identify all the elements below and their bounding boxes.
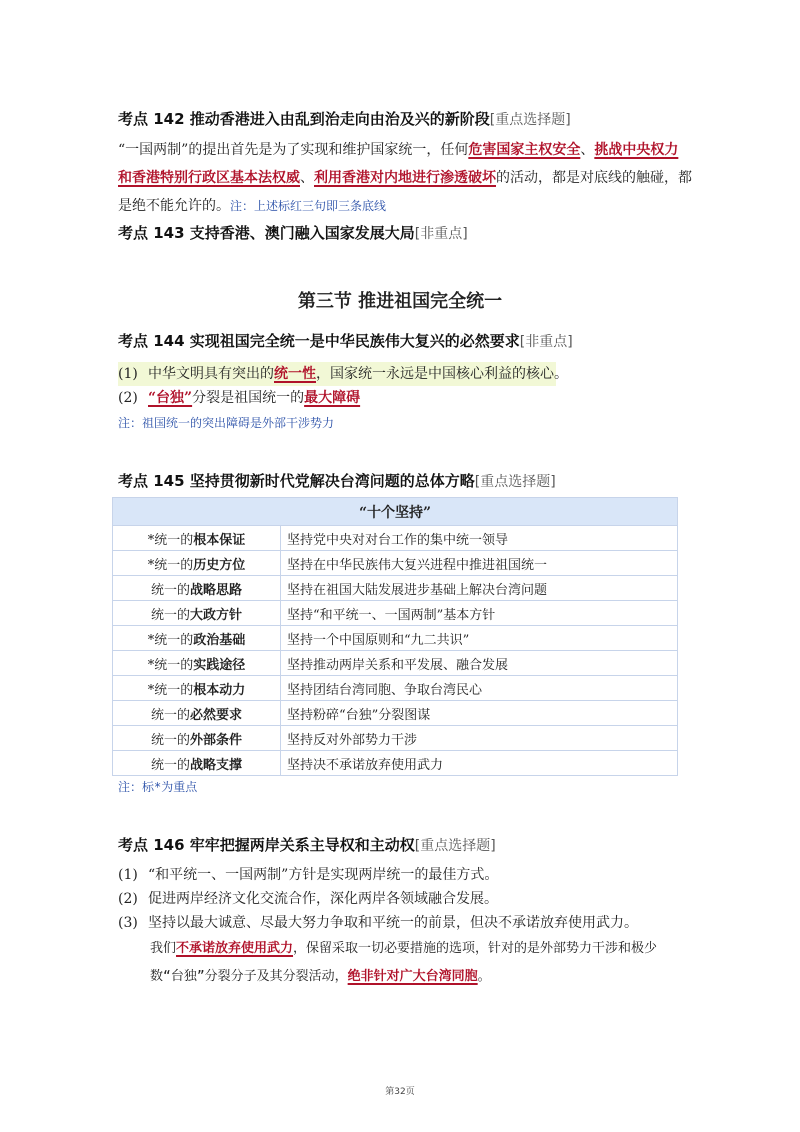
kp146-hand-b: ，保留采取一切必要措施的选项，针对的是外部势力干涉和极少 <box>293 941 658 956</box>
row-key-term: 战略思路 <box>190 582 243 598</box>
kp144-title: 考点 144 实现祖国完全统一是中华民族伟大复兴的必然要求 <box>118 332 520 350</box>
row-key <box>113 751 281 776</box>
table-row <box>113 551 678 576</box>
kp146-tag: [重点选择题] <box>414 838 496 854</box>
row-value: 坚持在祖国大陆发展进步基础上解决台湾问题 <box>281 576 678 601</box>
row-key <box>113 576 281 601</box>
row-key-prefix: 统一的 <box>150 707 190 723</box>
row-value: 坚持推动两岸关系和平发展、融合发展 <box>281 651 678 676</box>
table-row <box>113 526 678 551</box>
kp142-sep-2: 、 <box>300 170 314 186</box>
kp146-item-2 <box>118 887 638 911</box>
kp144-item-2-text: 分裂是祖国统一的 <box>192 390 305 406</box>
table-row <box>113 651 678 676</box>
kp144-item-2 <box>118 386 360 410</box>
row-key-prefix: *统一的 <box>147 557 194 573</box>
row-key <box>113 526 281 551</box>
kp142-note: 注：上述标红三句即三条底线 <box>230 199 387 213</box>
table-row <box>113 701 678 726</box>
kp145-table <box>112 497 678 776</box>
row-key <box>113 626 281 651</box>
kp146-title: 考点 146 牢牢把握两岸关系主导权和主动权 <box>118 836 415 854</box>
row-key-term: 根本动力 <box>193 682 246 698</box>
kp146-hand-c: 数“台独”分裂分子及其分裂活动， <box>150 969 348 984</box>
kp146-list <box>118 863 638 935</box>
section-title: 第三节 推进祖国完全统一 <box>297 291 503 312</box>
kp146-hand-red-1: 不承诺放弃使用武力 <box>176 941 294 956</box>
row-key-prefix: *统一的 <box>147 532 194 548</box>
kp146-item-1-text: “和平统一、一国两制”方针是实现两岸统一的最佳方式。 <box>148 867 499 883</box>
row-key <box>113 701 281 726</box>
row-key <box>113 676 281 701</box>
row-key-term: 根本保证 <box>193 532 246 548</box>
row-key-prefix: *统一的 <box>147 632 194 648</box>
row-key-term: 外部条件 <box>190 732 243 748</box>
row-key-term: 历史方位 <box>193 557 246 573</box>
row-key-term: 必然要求 <box>190 707 243 723</box>
kp144-tag: [非重点] <box>519 334 573 350</box>
table-header-row <box>113 498 678 526</box>
kp146-hand-red-2: 绝非针对广大台湾同胞 <box>347 969 478 984</box>
kp145-heading <box>118 470 556 491</box>
kp144-item-2-red-2: 最大障碍 <box>304 390 361 406</box>
row-key-term: 实践途径 <box>193 657 246 673</box>
kp142-redline-4: 利用香港对内地进行渗透破坏 <box>314 170 496 186</box>
kp146-item-2-num: (2) <box>118 891 138 907</box>
kp145-title: 考点 145 坚持贯彻新时代党解决台湾问题的总体方略 <box>118 472 475 490</box>
kp142-tag: [重点选择题] <box>489 112 571 128</box>
table-row <box>113 726 678 751</box>
row-value: 坚持反对外部势力干涉 <box>281 726 678 751</box>
kp146-item-3-text: 坚持以最大诚意、尽最大努力争取和平统一的前景，但决不承诺放弃使用武力。 <box>148 915 638 931</box>
row-value: 坚持粉碎“台独”分裂图谋 <box>281 701 678 726</box>
row-key <box>113 601 281 626</box>
kp142-redline-3: 和香港特别行政区基本法权威 <box>118 170 300 186</box>
kp145-note: 注：标*为重点 <box>118 780 198 794</box>
kp142-redline-2: 挑战中央权力 <box>594 142 679 158</box>
kp144-note: 注：祖国统一的突出障碍是外部干涉势力 <box>118 416 335 430</box>
kp144-item-1-red: 统一性 <box>274 366 316 382</box>
kp142-heading <box>118 108 571 129</box>
row-key-term: 战略支撑 <box>190 757 243 773</box>
page-number: 第32页 <box>385 1087 415 1097</box>
row-key-prefix: 统一的 <box>150 582 190 598</box>
kp142-redline-1: 危害国家主权安全 <box>468 142 581 158</box>
kp146-heading <box>118 834 496 855</box>
table-row <box>113 676 678 701</box>
row-value: 坚持“和平统一、一国两制”基本方针 <box>281 601 678 626</box>
table-row <box>113 626 678 651</box>
table-header: “十个坚持” <box>113 498 678 526</box>
row-value: 坚持一个中国原则和“九二共识” <box>281 626 678 651</box>
row-key-prefix: *统一的 <box>147 682 194 698</box>
kp144-item-1-num: (1) <box>118 366 138 382</box>
row-value: 坚持党中央对对台工作的集中统一领导 <box>281 526 678 551</box>
kp146-hand-d: 。 <box>477 969 491 984</box>
row-key <box>113 551 281 576</box>
kp142-text-b: 的活动，都是对底线的触碰，都 <box>496 170 692 186</box>
row-key <box>113 726 281 751</box>
kp146-item-1-num: (1) <box>118 867 138 883</box>
kp144-item-2-num: (2) <box>118 390 138 406</box>
kp142-text-c: 是绝不能允许的。 <box>118 198 230 214</box>
kp146-item-2-text: 促进两岸经济文化交流合作，深化两岸各领域融合发展。 <box>148 891 498 907</box>
kp143-heading <box>118 222 468 243</box>
kp144-item-1-text-a: 中华文明具有突出的 <box>148 366 274 382</box>
row-value: 坚持决不承诺放弃使用武力 <box>281 751 678 776</box>
kp144-item-1-text-b: ，国家统一永远是中国核心利益的核心。 <box>316 366 568 382</box>
table-row <box>113 751 678 776</box>
row-key-term: 大政方针 <box>190 607 243 623</box>
kp146-item-3 <box>118 911 638 935</box>
kp146-item-3-num: (3) <box>118 915 138 931</box>
kp143-title: 考点 143 支持香港、澳门融入国家发展大局 <box>118 224 415 242</box>
row-key <box>113 651 281 676</box>
row-key-prefix: *统一的 <box>147 657 194 673</box>
kp144-item-2-red-1: “台独” <box>148 390 193 406</box>
kp142-text-a: “一国两制”的提出首先是为了实现和维护国家统一，任何 <box>118 142 469 158</box>
table-row <box>113 601 678 626</box>
kp145-tag: [重点选择题] <box>474 474 556 490</box>
kp144-heading <box>118 330 573 351</box>
row-key-prefix: 统一的 <box>150 607 190 623</box>
row-key-prefix: 统一的 <box>150 732 190 748</box>
kp142-title: 考点 142 推动香港进入由乱到治走向由治及兴的新阶段 <box>118 110 490 128</box>
kp146-hand-a: 我们 <box>150 941 177 956</box>
kp144-item-1 <box>118 362 568 386</box>
row-key-prefix: 统一的 <box>150 757 190 773</box>
kp142-paragraph <box>118 136 692 220</box>
kp143-tag: [非重点] <box>414 226 468 242</box>
kp146-handwritten-note <box>150 935 690 991</box>
row-key-term: 政治基础 <box>193 632 246 648</box>
row-value: 坚持在中华民族伟大复兴进程中推进祖国统一 <box>281 551 678 576</box>
row-value: 坚持团结台湾同胞、争取台湾民心 <box>281 676 678 701</box>
table-row <box>113 576 678 601</box>
kp142-sep-1: 、 <box>580 142 595 158</box>
kp146-item-1 <box>118 863 638 887</box>
